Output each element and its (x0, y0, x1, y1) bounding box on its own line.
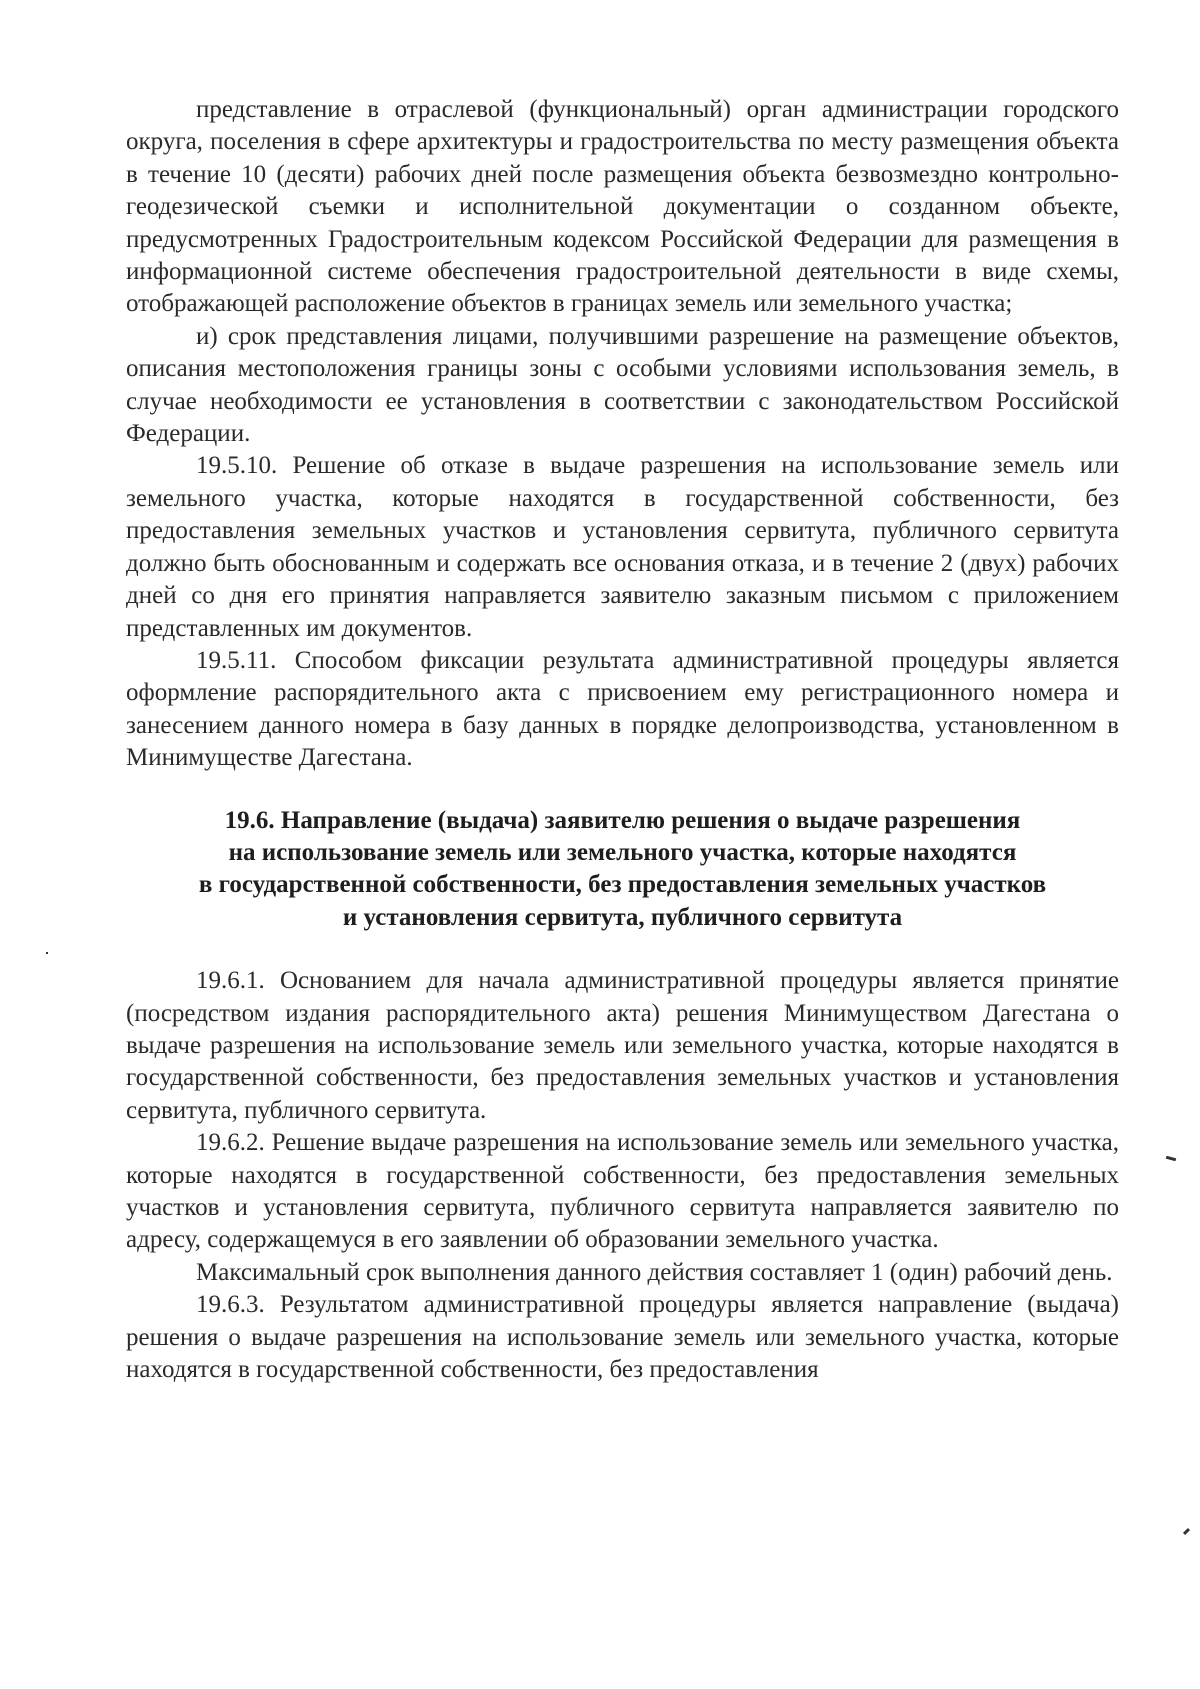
scan-speck (1183, 1528, 1190, 1535)
paragraph-submission-of-survey: представление в отраслевой (функциональный) орган администрации городского округа, поселения в сфере архитектуры и градостроительства по месту размещения объекта в течение 10 (десяти) рабочих дней после размещения объекта безвозмездно контрольно-геодезической съемки и исполнительной документации о созданном объекте, предусмотренных Градостроительным кодексом Российской Федерации для размещения в информационной системе обеспечения градостроительной деятельности в виде схемы, отображающей расположение объектов в границах земель или земельного участка; (126, 96, 1119, 318)
paragraph-19-6-1: 19.6.1. Основанием для начала административной процедуры является принятие (посредством издания распорядительного акта) решения Минимуществом Дагестана о выдаче разрешения на использование земель или земельного участка, которые находятся в государственной собственности, без предоставления земельных участков и установления сервитута, публичного сервитута. (126, 967, 1119, 1124)
heading-line: в государственной собственности, без предоставления земельных участков (198, 871, 1047, 899)
paragraph-item-i: и) срок представления лицами, получившими разрешение на размещение объектов, описания местоположения границы зоны с особыми условиями использования земель, в случае необходимости ее установления в соответствии с законодательством Российской Федерации. (126, 322, 1119, 448)
heading-line: на использование земель или земельного участка, которые находятся (228, 838, 1017, 866)
paragraph-19-5-11: 19.5.11. Способом фиксации результата административной процедуры является оформление распорядительного акта с присвоением ему регистрационного номера и занесением данного номера в базу данных в порядке делопроизводства, установленном в Минимуществе Дагестана. (126, 646, 1119, 772)
scan-speck (1166, 1156, 1176, 1161)
paragraph-max-term: Максимальный срок выполнения данного действия составляет 1 (один) рабочий день. (196, 1258, 1113, 1286)
section-heading-19-6 (126, 805, 1119, 935)
document-body (126, 94, 1119, 1386)
scan-speck (46, 952, 48, 954)
paragraph-19-5-10: 19.5.10. Решение об отказе в выдаче разрешения на использование земель или земельного участка, которые находятся в государственной собственности, без предоставления земельных участков и установления сервитута, публичного сервитута должно быть обоснованным и содержать все основания отказа, и в течение 2 (двух) рабочих дней со дня его принятия направляется заявителю заказным письмом с приложением представленных им документов. (126, 452, 1119, 642)
heading-line: 19.6. Направление (выдача) заявителю решения о выдаче разрешения (224, 806, 1021, 834)
paragraph-19-6-2: 19.6.2. Решение выдаче разрешения на использование земель или земельного участка, которые находятся в государственной собственности, без предоставления земельных участков и установления сервитута, публичного сервитута направляется заявителю по адресу, содержащемуся в его заявлении об образовании земельного участка. (126, 1129, 1119, 1254)
heading-line: и установления сервитута, публичного сервитута (342, 903, 903, 931)
paragraph-19-6-3: 19.6.3. Результатом административной процедуры является направление (выдача) решения о выдаче разрешения на использование земель или земельного участка, которые находятся в государственной собственности, без предоставления (126, 1291, 1119, 1384)
